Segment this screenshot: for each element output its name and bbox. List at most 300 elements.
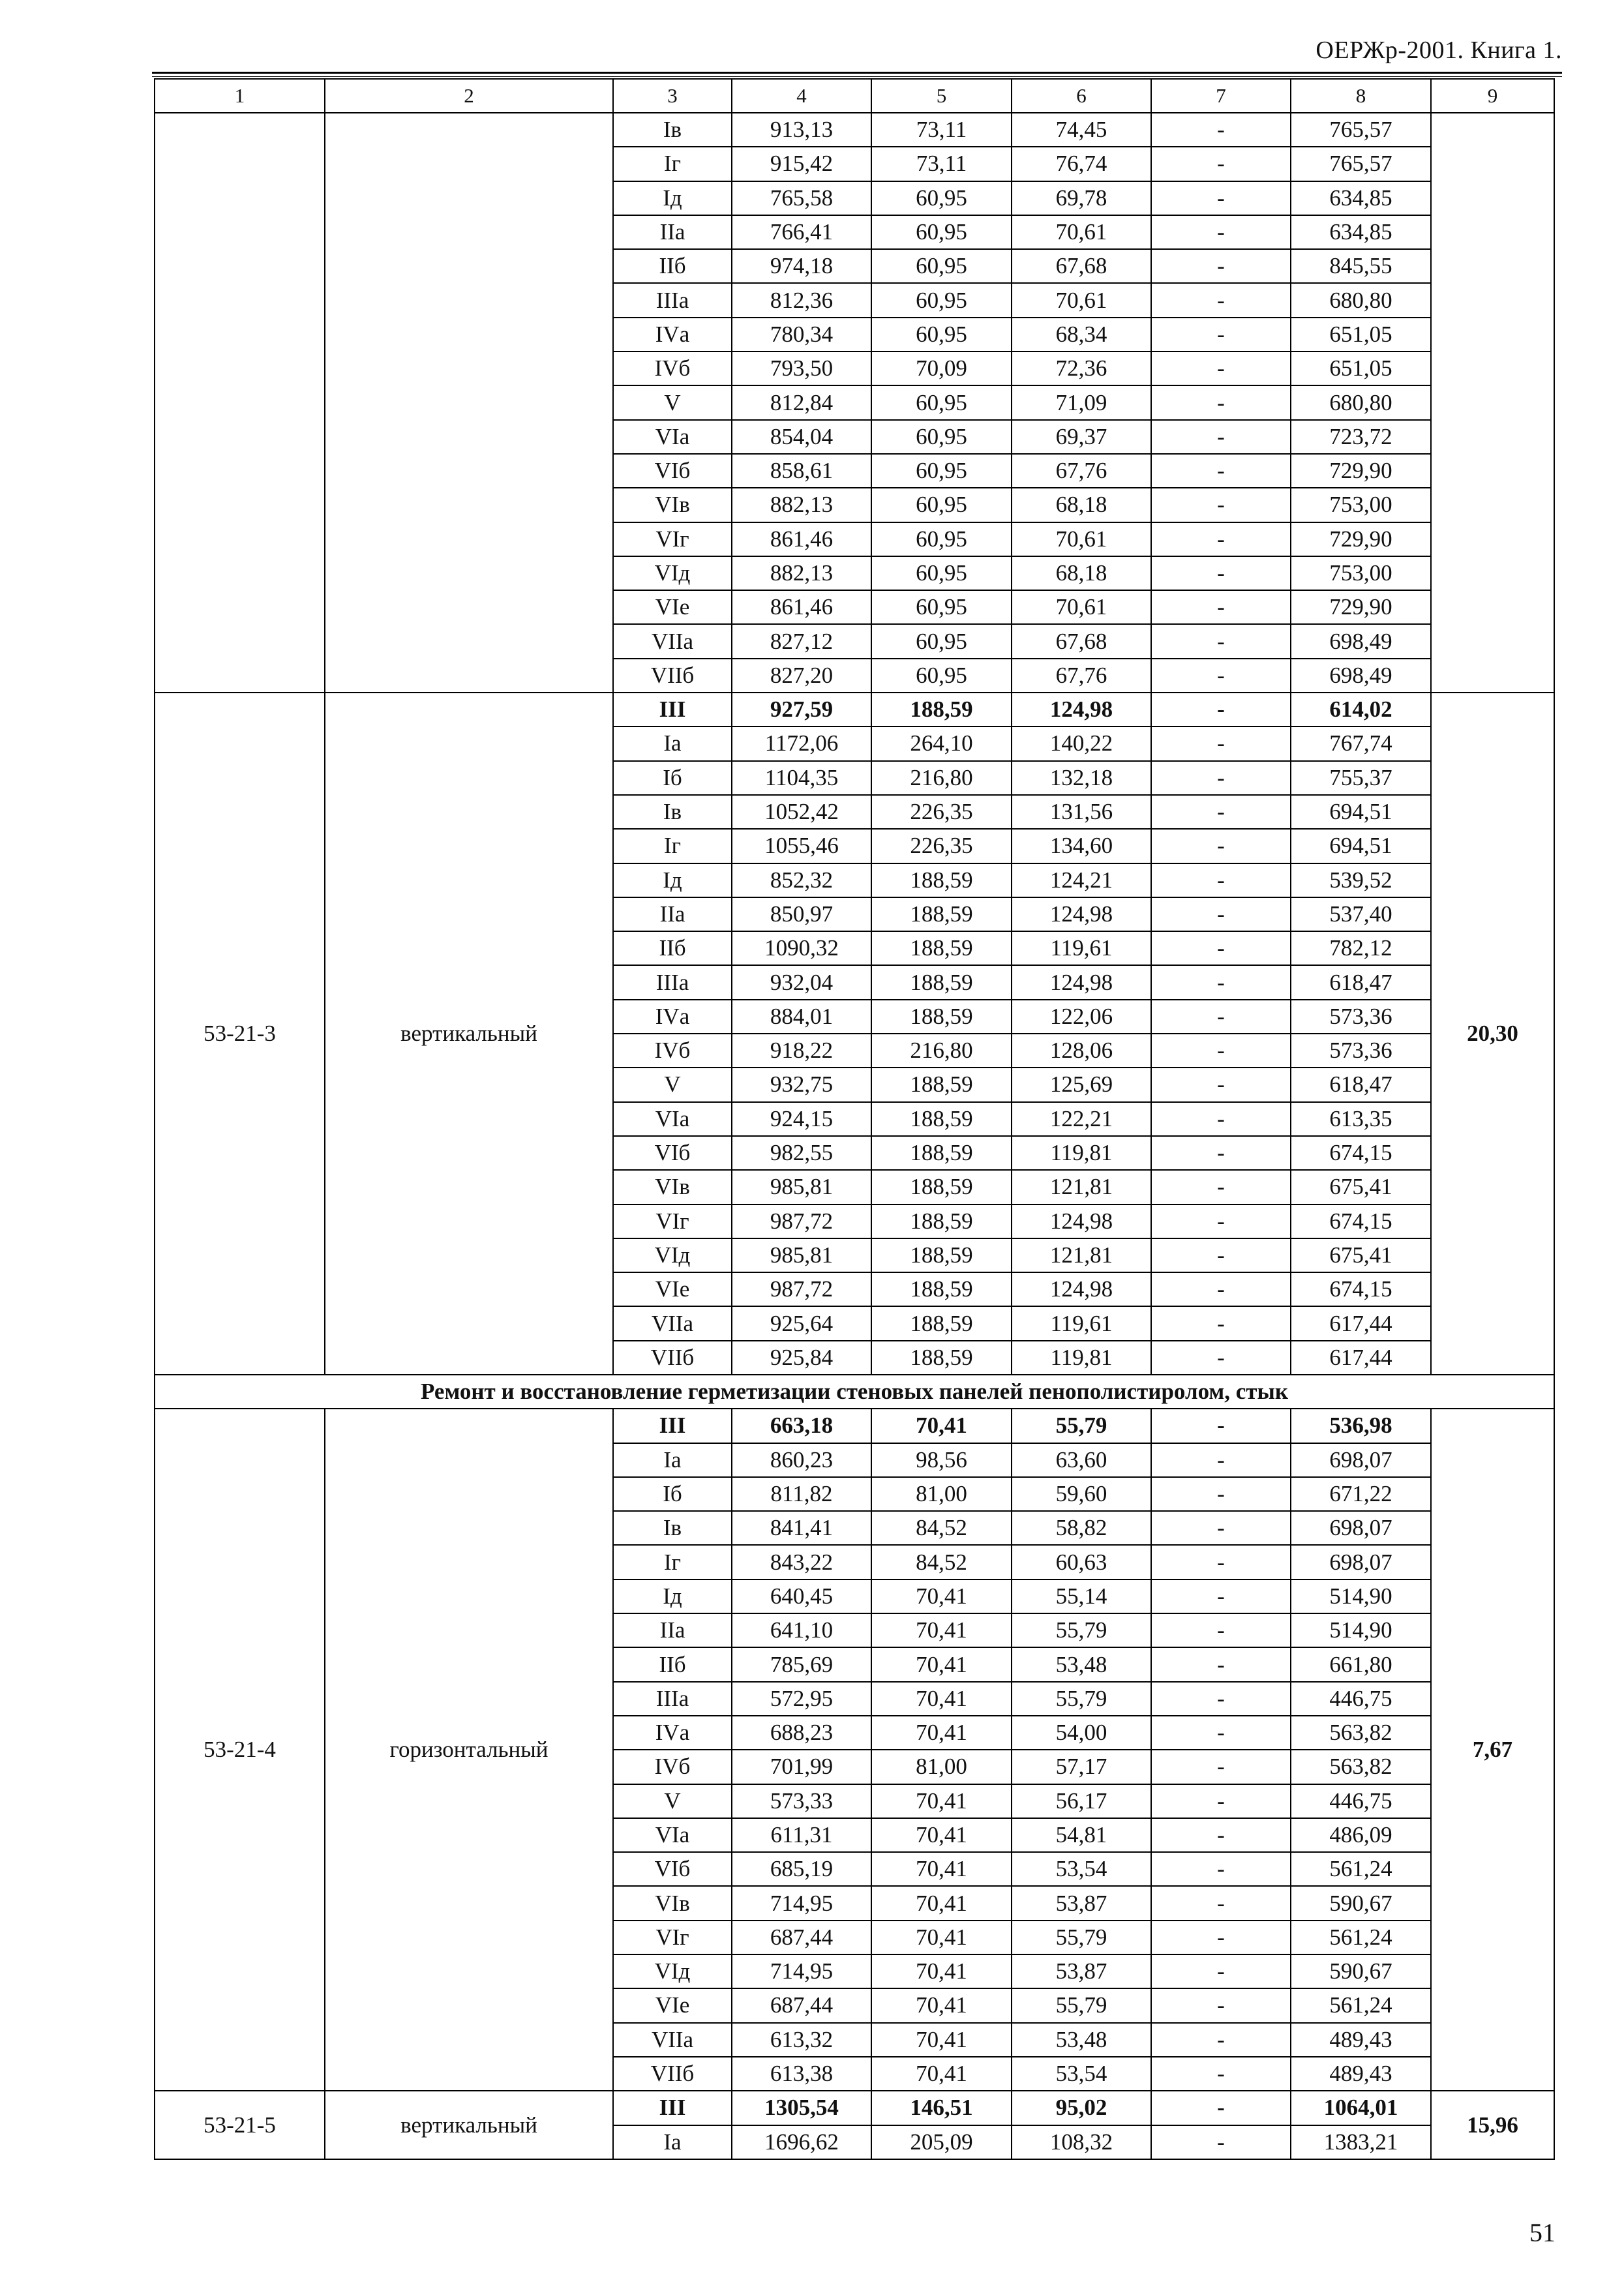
table-cell: 70,41 bbox=[871, 1954, 1012, 1988]
table-cell: - bbox=[1151, 726, 1291, 760]
table-cell: 573,36 bbox=[1291, 1034, 1431, 1068]
table-cell: 70,41 bbox=[871, 1988, 1012, 2022]
table-cell: IIб bbox=[613, 931, 732, 965]
table-cell: 216,80 bbox=[871, 761, 1012, 795]
table-cell: - bbox=[1151, 1818, 1291, 1852]
table-cell: - bbox=[1151, 522, 1291, 556]
table-cell: 60,95 bbox=[871, 454, 1012, 488]
table-cell: 561,24 bbox=[1291, 1921, 1431, 1954]
table-cell: 131,56 bbox=[1012, 795, 1151, 829]
table-cell: 95,02 bbox=[1012, 2091, 1151, 2125]
table-cell: 913,13 bbox=[732, 113, 871, 147]
table-cell: 53,54 bbox=[1012, 1852, 1151, 1886]
table-cell: 188,59 bbox=[871, 897, 1012, 931]
table-cell: - bbox=[1151, 1306, 1291, 1340]
table-cell: IIа bbox=[613, 1613, 732, 1647]
table-cell: - bbox=[1151, 931, 1291, 965]
table-cell: IIIа bbox=[613, 965, 732, 999]
item-code: 53-21-4 bbox=[155, 1409, 325, 2091]
table-cell: 60,63 bbox=[1012, 1545, 1151, 1579]
table-cell: 56,17 bbox=[1012, 1784, 1151, 1818]
table-cell: VIа bbox=[613, 1818, 732, 1852]
table-cell: 925,84 bbox=[732, 1341, 871, 1375]
table-cell: 54,81 bbox=[1012, 1818, 1151, 1852]
table-cell: 188,59 bbox=[871, 863, 1012, 897]
table-cell: - bbox=[1151, 1613, 1291, 1647]
table-cell: VIд bbox=[613, 1954, 732, 1988]
table-cell: 53,87 bbox=[1012, 1886, 1151, 1920]
table-cell: 674,15 bbox=[1291, 1136, 1431, 1170]
table-cell: 71,09 bbox=[1012, 385, 1151, 419]
table-cell: - bbox=[1151, 1988, 1291, 2022]
table-cell: 69,78 bbox=[1012, 181, 1151, 215]
table-cell: IIIа bbox=[613, 1682, 732, 1716]
table-cell: - bbox=[1151, 2091, 1291, 2125]
table-cell: 119,61 bbox=[1012, 931, 1151, 965]
table-cell: Iа bbox=[613, 726, 732, 760]
table-cell: VIе bbox=[613, 1988, 732, 2022]
column-header: 4 bbox=[732, 79, 871, 113]
table-cell: 60,95 bbox=[871, 659, 1012, 693]
table-cell: 57,17 bbox=[1012, 1750, 1151, 1784]
header-rule-thick bbox=[152, 72, 1562, 74]
table-cell: 514,90 bbox=[1291, 1613, 1431, 1647]
table-cell: 812,84 bbox=[732, 385, 871, 419]
table-cell: - bbox=[1151, 590, 1291, 624]
table-cell: 618,47 bbox=[1291, 965, 1431, 999]
table-cell: 729,90 bbox=[1291, 522, 1431, 556]
column-header: 9 bbox=[1431, 79, 1554, 113]
table-cell: 852,32 bbox=[732, 863, 871, 897]
table-cell: 765,58 bbox=[732, 181, 871, 215]
table-cell: 69,37 bbox=[1012, 420, 1151, 454]
table-cell: VIв bbox=[613, 488, 732, 522]
table-cell: 128,06 bbox=[1012, 1034, 1151, 1068]
table-cell: 216,80 bbox=[871, 1034, 1012, 1068]
table-cell: VIIа bbox=[613, 624, 732, 658]
table-cell: VIа bbox=[613, 420, 732, 454]
table-cell: Iв bbox=[613, 1511, 732, 1545]
table-cell: 119,61 bbox=[1012, 1306, 1151, 1340]
table-cell: III bbox=[613, 693, 732, 726]
table-cell: 932,04 bbox=[732, 965, 871, 999]
table-cell: - bbox=[1151, 1750, 1291, 1784]
table-cell: 70,41 bbox=[871, 1579, 1012, 1613]
table-cell: 884,01 bbox=[732, 1000, 871, 1034]
table-cell: 661,80 bbox=[1291, 1647, 1431, 1681]
table-cell: 614,02 bbox=[1291, 693, 1431, 726]
table-cell: 766,41 bbox=[732, 215, 871, 249]
table-cell: 60,95 bbox=[871, 181, 1012, 215]
table-cell: 827,12 bbox=[732, 624, 871, 658]
table-cell: 188,59 bbox=[871, 693, 1012, 726]
table-cell: 932,75 bbox=[732, 1068, 871, 1101]
table-cell: 573,33 bbox=[732, 1784, 871, 1818]
table-cell: 765,57 bbox=[1291, 113, 1431, 147]
table-cell: VIIб bbox=[613, 1341, 732, 1375]
table-cell: 70,41 bbox=[871, 1682, 1012, 1716]
table-cell: 854,04 bbox=[732, 420, 871, 454]
table-cell: 982,55 bbox=[732, 1136, 871, 1170]
table-cell: - bbox=[1151, 113, 1291, 147]
table-cell: 882,13 bbox=[732, 488, 871, 522]
table-cell: 687,44 bbox=[732, 1988, 871, 2022]
table-cell: Iб bbox=[613, 1477, 732, 1511]
table-cell: 680,80 bbox=[1291, 385, 1431, 419]
table-cell: - bbox=[1151, 454, 1291, 488]
table-cell: 446,75 bbox=[1291, 1682, 1431, 1716]
table-cell: 925,64 bbox=[732, 1306, 871, 1340]
table-cell: 767,74 bbox=[1291, 726, 1431, 760]
table-cell: - bbox=[1151, 181, 1291, 215]
table-cell: IVа bbox=[613, 318, 732, 352]
table-cell: 264,10 bbox=[871, 726, 1012, 760]
section-heading: Ремонт и восстановление герметизации стеновых панелей пенополистиролом, стык bbox=[155, 1375, 1554, 1409]
table-cell: 617,44 bbox=[1291, 1341, 1431, 1375]
table-cell: 701,99 bbox=[732, 1750, 871, 1784]
table-cell: V bbox=[613, 1784, 732, 1818]
table-cell: 60,95 bbox=[871, 624, 1012, 658]
table-cell: 70,41 bbox=[871, 1716, 1012, 1750]
table-cell: 70,61 bbox=[1012, 522, 1151, 556]
table-cell: Iд bbox=[613, 1579, 732, 1613]
table-cell: 84,52 bbox=[871, 1511, 1012, 1545]
table-cell: 537,40 bbox=[1291, 897, 1431, 931]
table-cell: 486,09 bbox=[1291, 1818, 1431, 1852]
table-cell: 55,79 bbox=[1012, 1988, 1151, 2022]
table-cell: Iа bbox=[613, 2125, 732, 2159]
table-cell: 987,72 bbox=[732, 1272, 871, 1306]
table-cell: 688,23 bbox=[732, 1716, 871, 1750]
table-cell: IIа bbox=[613, 215, 732, 249]
table-cell: IIб bbox=[613, 249, 732, 283]
table-cell: 611,31 bbox=[732, 1818, 871, 1852]
table-cell: 73,11 bbox=[871, 113, 1012, 147]
table-cell: 841,41 bbox=[732, 1511, 871, 1545]
item-name bbox=[325, 113, 613, 693]
table-cell: VIв bbox=[613, 1886, 732, 1920]
table-cell: - bbox=[1151, 965, 1291, 999]
item-col9: 15,96 bbox=[1431, 2091, 1554, 2159]
table-cell: 674,15 bbox=[1291, 1204, 1431, 1238]
table-cell: 124,98 bbox=[1012, 897, 1151, 931]
table-cell: 188,59 bbox=[871, 1238, 1012, 1272]
table-cell: 563,82 bbox=[1291, 1750, 1431, 1784]
item-col9: 20,30 bbox=[1431, 693, 1554, 1375]
table-cell: 67,68 bbox=[1012, 249, 1151, 283]
table-cell: - bbox=[1151, 624, 1291, 658]
table-cell: - bbox=[1151, 1511, 1291, 1545]
table-cell: 58,82 bbox=[1012, 1511, 1151, 1545]
table-cell: 125,69 bbox=[1012, 1068, 1151, 1101]
table-cell: Iв bbox=[613, 113, 732, 147]
table-cell: 122,06 bbox=[1012, 1000, 1151, 1034]
table-cell: - bbox=[1151, 1716, 1291, 1750]
table-cell: 1064,01 bbox=[1291, 2091, 1431, 2125]
table-cell: 74,45 bbox=[1012, 113, 1151, 147]
table-cell: - bbox=[1151, 2023, 1291, 2057]
table-cell: 70,61 bbox=[1012, 283, 1151, 317]
table-cell: 188,59 bbox=[871, 965, 1012, 999]
table-cell: - bbox=[1151, 1341, 1291, 1375]
table-cell: - bbox=[1151, 1954, 1291, 1988]
table-cell: - bbox=[1151, 147, 1291, 181]
table-cell: 70,61 bbox=[1012, 215, 1151, 249]
table-cell: 55,79 bbox=[1012, 1682, 1151, 1716]
item-name: горизонтальный bbox=[325, 1409, 613, 2091]
table-cell: 81,00 bbox=[871, 1477, 1012, 1511]
table-cell: - bbox=[1151, 283, 1291, 317]
table-cell: 53,48 bbox=[1012, 1647, 1151, 1681]
table-cell: 55,79 bbox=[1012, 1409, 1151, 1443]
table-cell: 812,36 bbox=[732, 283, 871, 317]
table-cell: 72,36 bbox=[1012, 352, 1151, 385]
table-cell: Iб bbox=[613, 761, 732, 795]
table-cell: - bbox=[1151, 1886, 1291, 1920]
table-cell: 70,09 bbox=[871, 352, 1012, 385]
table-cell: 67,76 bbox=[1012, 659, 1151, 693]
table-cell: - bbox=[1151, 1136, 1291, 1170]
table-cell: 188,59 bbox=[871, 1102, 1012, 1136]
table-cell: 60,95 bbox=[871, 215, 1012, 249]
table-cell: 845,55 bbox=[1291, 249, 1431, 283]
table-cell: IVб bbox=[613, 352, 732, 385]
column-header: 6 bbox=[1012, 79, 1151, 113]
table-cell: Iг bbox=[613, 829, 732, 863]
table-cell: - bbox=[1151, 488, 1291, 522]
table-cell: - bbox=[1151, 1852, 1291, 1886]
table-cell: 140,22 bbox=[1012, 726, 1151, 760]
table-cell: 81,00 bbox=[871, 1750, 1012, 1784]
table-cell: 132,18 bbox=[1012, 761, 1151, 795]
item-col9 bbox=[1431, 113, 1554, 693]
section-heading-row bbox=[155, 1375, 1554, 1409]
table-cell: 188,59 bbox=[871, 1204, 1012, 1238]
table-cell: IVб bbox=[613, 1034, 732, 1068]
table-row bbox=[155, 1409, 1554, 1443]
table-cell: 70,41 bbox=[871, 2057, 1012, 2091]
table-cell: 446,75 bbox=[1291, 1784, 1431, 1818]
table-cell: 651,05 bbox=[1291, 352, 1431, 385]
table-cell: 858,61 bbox=[732, 454, 871, 488]
table-cell: 188,59 bbox=[871, 931, 1012, 965]
table-cell: 536,98 bbox=[1291, 1409, 1431, 1443]
table-cell: 641,10 bbox=[732, 1613, 871, 1647]
item-col9: 7,67 bbox=[1431, 1409, 1554, 2091]
table-cell: 68,18 bbox=[1012, 488, 1151, 522]
table-cell: - bbox=[1151, 1409, 1291, 1443]
table-cell: IVа bbox=[613, 1716, 732, 1750]
table-cell: - bbox=[1151, 897, 1291, 931]
table-cell: 70,41 bbox=[871, 1647, 1012, 1681]
table-cell: 850,97 bbox=[732, 897, 871, 931]
table-cell: 618,47 bbox=[1291, 1068, 1431, 1101]
table-cell: 687,44 bbox=[732, 1921, 871, 1954]
table-cell: 729,90 bbox=[1291, 454, 1431, 488]
table-cell: 119,81 bbox=[1012, 1341, 1151, 1375]
table-cell: - bbox=[1151, 1068, 1291, 1101]
table-cell: - bbox=[1151, 420, 1291, 454]
table-cell: 927,59 bbox=[732, 693, 871, 726]
table-cell: 613,38 bbox=[732, 2057, 871, 2091]
table-cell: 918,22 bbox=[732, 1034, 871, 1068]
table-cell: 124,21 bbox=[1012, 863, 1151, 897]
table-cell: 53,54 bbox=[1012, 2057, 1151, 2091]
table-cell: VIб bbox=[613, 454, 732, 488]
table-cell: 675,41 bbox=[1291, 1238, 1431, 1272]
table-cell: IIб bbox=[613, 1647, 732, 1681]
table-cell: VIIб bbox=[613, 659, 732, 693]
table-cell: 698,07 bbox=[1291, 1511, 1431, 1545]
column-header: 8 bbox=[1291, 79, 1431, 113]
table-cell: Iв bbox=[613, 795, 732, 829]
table-cell: 67,76 bbox=[1012, 454, 1151, 488]
table-cell: VIIа bbox=[613, 1306, 732, 1340]
page-number: 51 bbox=[1529, 2218, 1556, 2247]
table-cell: 55,79 bbox=[1012, 1921, 1151, 1954]
table-cell: 73,11 bbox=[871, 147, 1012, 181]
table-cell: 70,61 bbox=[1012, 590, 1151, 624]
document-title: ОЕРЖр-2001. Книга 1. bbox=[1316, 37, 1562, 64]
table-cell: 188,59 bbox=[871, 1306, 1012, 1340]
table-cell: - bbox=[1151, 352, 1291, 385]
table-cell: 1104,35 bbox=[732, 761, 871, 795]
table-cell: 782,12 bbox=[1291, 931, 1431, 965]
table-cell: 1696,62 bbox=[732, 2125, 871, 2159]
table-row bbox=[155, 693, 1554, 726]
table-cell: 755,37 bbox=[1291, 761, 1431, 795]
table-cell: 70,41 bbox=[871, 1818, 1012, 1852]
table-cell: 146,51 bbox=[871, 2091, 1012, 2125]
table-cell: 729,90 bbox=[1291, 590, 1431, 624]
table-cell: 188,59 bbox=[871, 1170, 1012, 1204]
column-header: 3 bbox=[613, 79, 732, 113]
table-cell: 698,07 bbox=[1291, 1545, 1431, 1579]
table-cell: Iг bbox=[613, 147, 732, 181]
table-cell: IIа bbox=[613, 897, 732, 931]
table-cell: Iг bbox=[613, 1545, 732, 1579]
table-cell: 55,14 bbox=[1012, 1579, 1151, 1613]
table-cell: - bbox=[1151, 556, 1291, 590]
table-cell: VIе bbox=[613, 590, 732, 624]
table-cell: - bbox=[1151, 215, 1291, 249]
table-cell: 785,69 bbox=[732, 1647, 871, 1681]
table-cell: 634,85 bbox=[1291, 215, 1431, 249]
table-cell: 882,13 bbox=[732, 556, 871, 590]
table-cell: - bbox=[1151, 863, 1291, 897]
table-cell: 59,60 bbox=[1012, 1477, 1151, 1511]
table-cell: 489,43 bbox=[1291, 2057, 1431, 2091]
table-cell: 640,45 bbox=[732, 1579, 871, 1613]
table-cell: 60,95 bbox=[871, 318, 1012, 352]
item-code: 53-21-5 bbox=[155, 2091, 325, 2159]
item-code: 53-21-3 bbox=[155, 693, 325, 1375]
table-cell: 121,81 bbox=[1012, 1170, 1151, 1204]
table-cell: - bbox=[1151, 1034, 1291, 1068]
table-cell: IIIа bbox=[613, 283, 732, 317]
table-cell: 563,82 bbox=[1291, 1716, 1431, 1750]
table-cell: 723,72 bbox=[1291, 420, 1431, 454]
table-cell: - bbox=[1151, 2125, 1291, 2159]
table-cell: 70,41 bbox=[871, 1409, 1012, 1443]
table-cell: Iд bbox=[613, 181, 732, 215]
table-cell: 843,22 bbox=[732, 1545, 871, 1579]
table-cell: 590,67 bbox=[1291, 1954, 1431, 1988]
table-cell: 205,09 bbox=[871, 2125, 1012, 2159]
table-cell: 60,95 bbox=[871, 522, 1012, 556]
table-cell: - bbox=[1151, 795, 1291, 829]
table-cell: VIг bbox=[613, 522, 732, 556]
table-cell: 651,05 bbox=[1291, 318, 1431, 352]
table-cell: - bbox=[1151, 1647, 1291, 1681]
table-cell: 561,24 bbox=[1291, 1852, 1431, 1886]
table-cell: 514,90 bbox=[1291, 1579, 1431, 1613]
table-cell: VIд bbox=[613, 556, 732, 590]
table-cell: - bbox=[1151, 1170, 1291, 1204]
table-cell: 60,95 bbox=[871, 488, 1012, 522]
table-cell: VIб bbox=[613, 1136, 732, 1170]
table-cell: 53,48 bbox=[1012, 2023, 1151, 2057]
item-name: вертикальный bbox=[325, 693, 613, 1375]
table-cell: - bbox=[1151, 1000, 1291, 1034]
table-cell: 915,42 bbox=[732, 147, 871, 181]
table-cell: 1383,21 bbox=[1291, 2125, 1431, 2159]
table-cell: 121,81 bbox=[1012, 1238, 1151, 1272]
table-cell: 122,21 bbox=[1012, 1102, 1151, 1136]
table-cell: - bbox=[1151, 1579, 1291, 1613]
table-cell: - bbox=[1151, 2057, 1291, 2091]
table-cell: 188,59 bbox=[871, 1068, 1012, 1101]
table-cell: VIг bbox=[613, 1921, 732, 1954]
table-cell: 188,59 bbox=[871, 1272, 1012, 1306]
table-cell: V bbox=[613, 385, 732, 419]
table-cell: 765,57 bbox=[1291, 147, 1431, 181]
table-cell: 108,32 bbox=[1012, 2125, 1151, 2159]
table-cell: 67,68 bbox=[1012, 624, 1151, 658]
table-cell: 675,41 bbox=[1291, 1170, 1431, 1204]
table-cell: VIд bbox=[613, 1238, 732, 1272]
table-cell: 590,67 bbox=[1291, 1886, 1431, 1920]
header-rule-thin bbox=[152, 76, 1562, 77]
table-cell: 226,35 bbox=[871, 795, 1012, 829]
item-code bbox=[155, 113, 325, 693]
table-cell: 561,24 bbox=[1291, 1988, 1431, 2022]
table-cell: 753,00 bbox=[1291, 556, 1431, 590]
table-cell: 1090,32 bbox=[732, 931, 871, 965]
table-cell: Iа bbox=[613, 1443, 732, 1477]
table-cell: 70,41 bbox=[871, 1886, 1012, 1920]
table-cell: V bbox=[613, 1068, 732, 1101]
table-cell: 68,34 bbox=[1012, 318, 1151, 352]
table-cell: 698,07 bbox=[1291, 1443, 1431, 1477]
table-cell: 70,41 bbox=[871, 2023, 1012, 2057]
table-cell: 124,98 bbox=[1012, 1272, 1151, 1306]
table-cell: IVб bbox=[613, 1750, 732, 1784]
table-cell: 617,44 bbox=[1291, 1306, 1431, 1340]
table-cell: 119,81 bbox=[1012, 1136, 1151, 1170]
table-cell: 54,00 bbox=[1012, 1716, 1151, 1750]
table-cell: - bbox=[1151, 1545, 1291, 1579]
table-cell: 811,82 bbox=[732, 1477, 871, 1511]
table-cell: 63,60 bbox=[1012, 1443, 1151, 1477]
table-cell: 698,49 bbox=[1291, 624, 1431, 658]
column-header: 2 bbox=[325, 79, 613, 113]
table-cell: 60,95 bbox=[871, 385, 1012, 419]
table-cell: 188,59 bbox=[871, 1136, 1012, 1170]
table-body bbox=[155, 113, 1554, 2159]
table-cell: 827,20 bbox=[732, 659, 871, 693]
table-cell: 674,15 bbox=[1291, 1272, 1431, 1306]
